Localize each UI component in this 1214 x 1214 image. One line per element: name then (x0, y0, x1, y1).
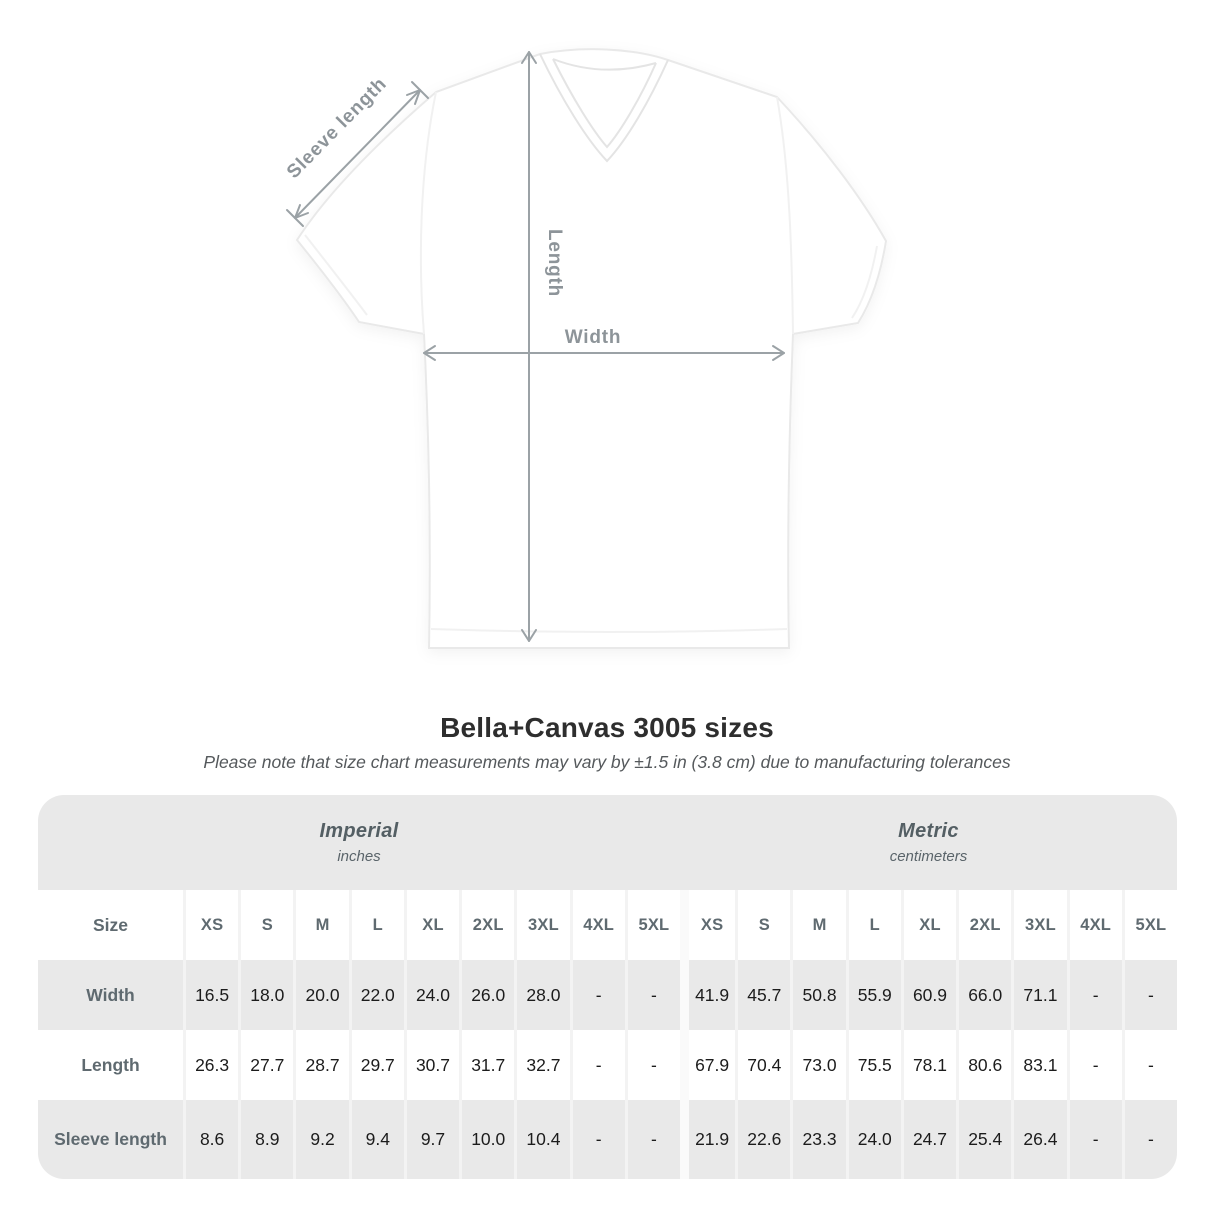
row-label-length: Length (38, 1030, 183, 1100)
metric-section-label: Metric (898, 820, 959, 842)
size-header-cell: XS (183, 890, 238, 960)
sleeve-value-cell: - (1067, 1100, 1122, 1179)
width-value-cell: 60.9 (901, 960, 956, 1030)
length-value-cell: 80.6 (956, 1030, 1011, 1100)
width-value-cell: 45.7 (735, 960, 790, 1030)
size-header-cell: S (735, 890, 790, 960)
length-value-cell: 30.7 (404, 1030, 459, 1100)
size-header-cell: M (293, 890, 348, 960)
sleeve-value-cell: 24.0 (846, 1100, 901, 1179)
width-value-cell: 26.0 (459, 960, 514, 1030)
length-value-cell: 31.7 (459, 1030, 514, 1100)
length-label: Length (544, 228, 565, 298)
sleeve-value-cell: 9.7 (404, 1100, 459, 1179)
size-header-cell: 3XL (1011, 890, 1066, 960)
length-value-cell: - (1122, 1030, 1177, 1100)
width-value-cell: 20.0 (293, 960, 348, 1030)
width-label: Width (564, 327, 622, 348)
metric-section-unit: centimeters (889, 848, 968, 865)
width-value-cell: 18.0 (238, 960, 293, 1030)
sleeve-value-cell: - (1122, 1100, 1177, 1179)
sleeve-value-cell: - (570, 1100, 625, 1179)
size-column-header: Size (38, 890, 183, 960)
length-value-cell: 26.3 (183, 1030, 238, 1100)
imperial-section-label: Imperial (319, 820, 399, 842)
width-value-cell: 71.1 (1011, 960, 1066, 1030)
size-header-cell: XL (404, 890, 459, 960)
size-header-cell: 2XL (459, 890, 514, 960)
sleeve-value-cell: 22.6 (735, 1100, 790, 1179)
length-value-cell: 28.7 (293, 1030, 348, 1100)
length-value-cell: - (625, 1030, 680, 1100)
width-value-cell: 24.0 (404, 960, 459, 1030)
size-header-cell: 2XL (956, 890, 1011, 960)
width-value-cell: - (1067, 960, 1122, 1030)
length-value-cell: 73.0 (790, 1030, 845, 1100)
size-header-cell: XS (680, 890, 735, 960)
size-header-cell: 4XL (1067, 890, 1122, 960)
tolerance-note: Please note that size chart measurements may vary by ±1.5 in (3.8 cm) due to manufacturing tolerances (203, 752, 1011, 772)
sleeve-value-cell: 24.7 (901, 1100, 956, 1179)
sleeve-value-cell: 26.4 (1011, 1100, 1066, 1179)
size-header-cell: XL (901, 890, 956, 960)
width-value-cell: 66.0 (956, 960, 1011, 1030)
length-value-cell: 67.9 (680, 1030, 735, 1100)
width-value-cell: 41.9 (680, 960, 735, 1030)
sleeve-value-cell: 9.2 (293, 1100, 348, 1179)
sleeve-value-cell: 8.9 (238, 1100, 293, 1179)
length-value-cell: 29.7 (349, 1030, 404, 1100)
width-value-cell: 50.8 (790, 960, 845, 1030)
tshirt-illustration (297, 49, 886, 648)
sleeve-value-cell: 8.6 (183, 1100, 238, 1179)
sleeve-value-cell: 9.4 (349, 1100, 404, 1179)
width-value-cell: - (1122, 960, 1177, 1030)
sleeve-value-cell: - (625, 1100, 680, 1179)
length-value-cell: 27.7 (238, 1030, 293, 1100)
width-value-cell: - (625, 960, 680, 1030)
width-value-cell: - (570, 960, 625, 1030)
row-label-width: Width (38, 960, 183, 1030)
width-value-cell: 22.0 (349, 960, 404, 1030)
length-value-cell: 70.4 (735, 1030, 790, 1100)
length-value-cell: 78.1 (901, 1030, 956, 1100)
sleeve-value-cell: 21.9 (680, 1100, 735, 1179)
length-value-cell: 32.7 (514, 1030, 569, 1100)
length-value-cell: - (1067, 1030, 1122, 1100)
sleeve-value-cell: 10.0 (459, 1100, 514, 1179)
size-header-cell: 4XL (570, 890, 625, 960)
imperial-section-unit: inches (337, 848, 381, 865)
size-header-cell: L (349, 890, 404, 960)
page-title: Bella+Canvas 3005 sizes (440, 712, 774, 743)
sleeve-value-cell: 23.3 (790, 1100, 845, 1179)
sleeve-value-cell: 25.4 (956, 1100, 1011, 1179)
imperial-section-header (38, 795, 680, 890)
sleeve-length-label: Sleeve length (283, 73, 392, 183)
length-value-cell: 83.1 (1011, 1030, 1066, 1100)
row-label-sleeve-length: Sleeve length (38, 1100, 183, 1179)
length-value-cell: - (570, 1030, 625, 1100)
title-block (0, 712, 1214, 773)
width-value-cell: 16.5 (183, 960, 238, 1030)
size-header-cell: M (790, 890, 845, 960)
size-header-cell: 3XL (514, 890, 569, 960)
width-value-cell: 28.0 (514, 960, 569, 1030)
length-value-cell: 75.5 (846, 1030, 901, 1100)
size-header-cell: L (846, 890, 901, 960)
size-header-cell: 5XL (1122, 890, 1177, 960)
sleeve-value-cell: 10.4 (514, 1100, 569, 1179)
size-header-cell: 5XL (625, 890, 680, 960)
size-header-cell: S (238, 890, 293, 960)
metric-section-header (680, 795, 1177, 890)
tshirt-body (297, 49, 886, 648)
size-chart-table (38, 795, 1177, 1179)
width-value-cell: 55.9 (846, 960, 901, 1030)
